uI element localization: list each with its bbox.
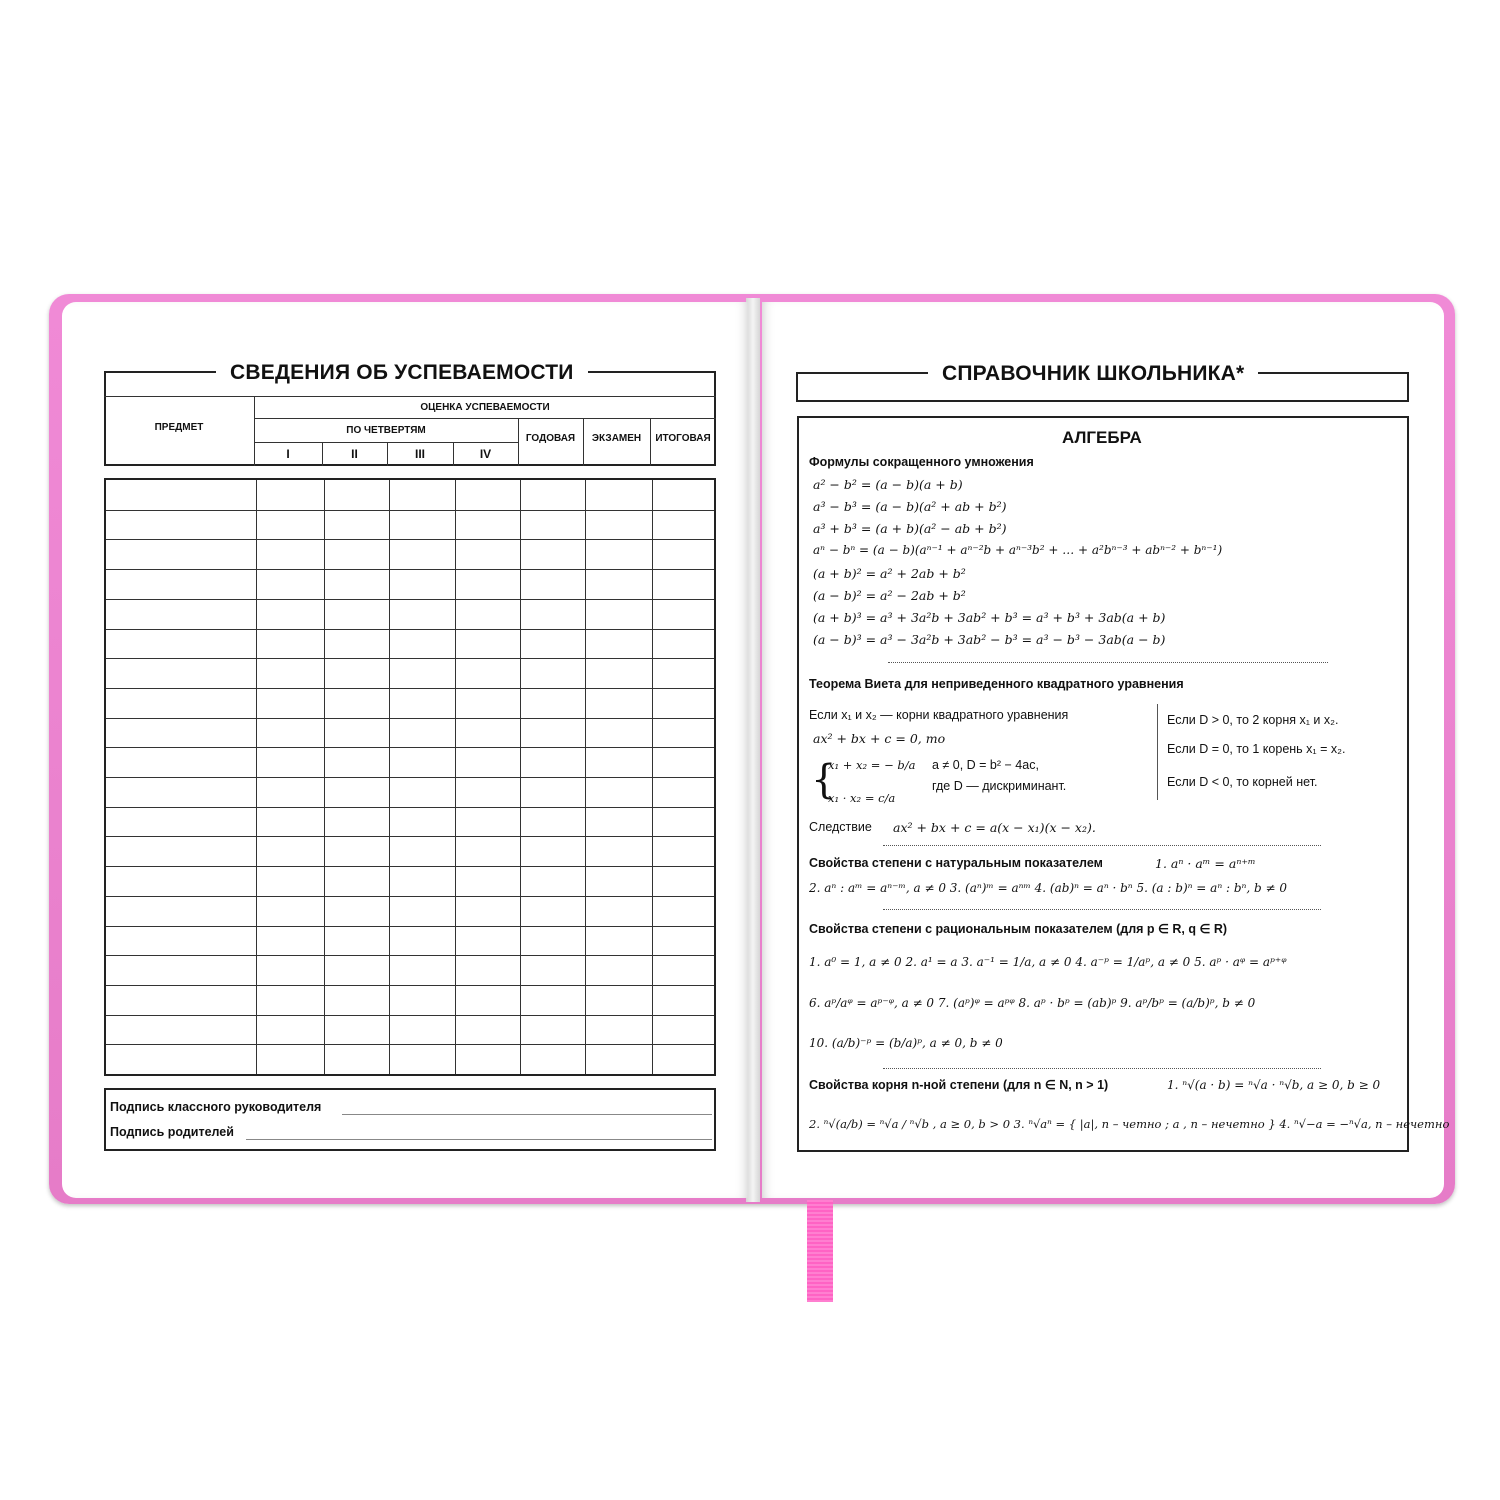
mult-formulas-heading: Формулы сокращенного умножения (809, 455, 1034, 469)
teacher-signature-label: Подпись классного руководителя (110, 1100, 322, 1114)
table-row-line (106, 985, 714, 986)
table-row-line (106, 955, 714, 956)
separator (883, 909, 1321, 910)
table-row-line (106, 569, 714, 570)
rational-row-3: 10. (a/b)⁻ᵖ = (b/a)ᵖ, a ≠ 0, b ≠ 0 (809, 1036, 1003, 1050)
quarters-header: ПО ЧЕТВЕРТЯМ (346, 425, 426, 436)
quarter-1-header: I (286, 447, 290, 461)
vieta-case-3: Если D < 0, то корней нет. (1167, 775, 1318, 789)
table-row-line (106, 747, 714, 748)
vieta-sum: x₁ + x₂ = − b/a (828, 758, 916, 772)
table-row-line (106, 599, 714, 600)
formula-1: a² − b² = (a − b)(a + b) (813, 477, 963, 492)
formula-4: aⁿ − bⁿ = (a − b)(aⁿ⁻¹ + aⁿ⁻²b + aⁿ⁻³b² + … + a²bⁿ⁻³ + abⁿ⁻² + bⁿ⁻¹) (813, 543, 1223, 557)
table-row-line (106, 1015, 714, 1016)
corollary-formula: ax² + bx + c = a(x − x₁)(x − x₂). (893, 820, 1096, 835)
signature-box (104, 1088, 716, 1151)
vieta-heading: Теорема Виета для неприведенного квадратного уравнения (809, 677, 1184, 691)
table-row-line (106, 718, 714, 719)
header-divider (254, 418, 716, 419)
reference-title: СПРАВОЧНИК ШКОЛЬНИКА* (928, 362, 1258, 386)
root-1: 1. ⁿ√(a · b) = ⁿ√a · ⁿ√b, a ≥ 0, b ≥ 0 (1167, 1078, 1381, 1092)
grades-header: ОЦЕНКА УСПЕВАЕМОСТИ (420, 402, 550, 413)
table-row-line (106, 926, 714, 927)
subject-header: ПРЕДМЕТ (154, 422, 204, 433)
parents-signature-label: Подпись родителей (110, 1125, 234, 1139)
formula-2: a³ − b³ = (a − b)(a² + ab + b²) (813, 499, 1007, 514)
formula-6: (a − b)² = a² − 2ab + b² (813, 588, 966, 603)
quarter-4-header: IV (479, 447, 492, 461)
separator (883, 845, 1321, 846)
table-row-line (106, 629, 714, 630)
header-divider (254, 442, 518, 443)
parents-signature-line[interactable] (246, 1139, 712, 1140)
grades-title: СВЕДЕНИЯ ОБ УСПЕВАЕМОСТИ (216, 361, 588, 385)
vieta-condition: a ≠ 0, D = b² − 4ac, (932, 758, 1039, 772)
vieta-product: x₁ · x₂ = c/a (828, 791, 896, 805)
formula-7: (a + b)³ = a³ + 3a²b + 3ab² + b³ = a³ + b³ + 3ab(a + b) (813, 610, 1166, 625)
natural-row: 2. aⁿ : aᵐ = aⁿ⁻ᵐ, a ≠ 0 3. (aⁿ)ᵐ = aⁿᵐ 4. (ab)ⁿ = aⁿ · bⁿ 5. (a : b)ⁿ = aⁿ : bⁿ, b ≠ 0 (809, 881, 1288, 895)
quarter-3-header: III (414, 447, 425, 461)
table-row-line (106, 866, 714, 867)
algebra-heading: АЛГЕБРА (1062, 428, 1142, 447)
root-row: 2. ⁿ√(a/b) = ⁿ√a / ⁿ√b , a ≥ 0, b > 0 3. ⁿ√aⁿ = { |a|, n – четно ; a , n – нечетно } 4. ⁿ√−a = −ⁿ√a, n – нечетно (809, 1117, 1450, 1131)
root-heading: Свойства корня n-ной степени (для n ∈ N, n > 1) (809, 1078, 1109, 1092)
table-row-line (106, 777, 714, 778)
table-row-line (106, 688, 714, 689)
formula-5: (a + b)² = a² + 2ab + b² (813, 566, 966, 581)
final-header: ИТОГОВАЯ (655, 433, 711, 444)
formula-8: (a − b)³ = a³ − 3a²b + 3ab² − b³ = a³ − b³ − 3ab(a − b) (813, 632, 1166, 647)
table-row-line (106, 539, 714, 540)
table-row-line (106, 836, 714, 837)
vieta-brace: { (811, 757, 837, 803)
rational-row-1: 1. a⁰ = 1, a ≠ 0 2. a¹ = a 3. a⁻¹ = 1/a, a ≠ 0 4. a⁻ᵖ = 1/aᵖ, a ≠ 0 5. aᵖ · aᵠ = aᵖ⁺ᵠ (809, 955, 1287, 969)
vieta-divider (1157, 704, 1158, 800)
table-row-line (106, 1044, 714, 1045)
table-row-line (106, 658, 714, 659)
teacher-signature-line[interactable] (342, 1114, 712, 1115)
spine-gutter (746, 298, 760, 1202)
rational-heading: Свойства степени с рациональным показателем (для p ∈ R, q ∈ R) (809, 922, 1228, 936)
separator (888, 662, 1328, 663)
table-row-line (106, 896, 714, 897)
bookmark-ribbon[interactable] (807, 1200, 833, 1302)
quarter-2-header: II (351, 447, 358, 461)
annual-header: ГОДОВАЯ (525, 433, 576, 444)
natural-heading: Свойства степени с натуральным показателем (809, 856, 1103, 870)
separator (883, 1068, 1321, 1069)
grades-table (104, 478, 716, 1076)
table-row-line (106, 807, 714, 808)
vieta-if: Если x₁ и x₂ — корни квадратного уравнения (809, 708, 1069, 722)
natural-1: 1. aⁿ · aᵐ = aⁿ⁺ᵐ (1155, 856, 1256, 871)
vieta-discriminant: где D — дискриминант. (932, 779, 1067, 793)
corollary-label: Следствие (809, 820, 872, 834)
formula-3: a³ + b³ = (a + b)(a² − ab + b²) (813, 521, 1007, 536)
vieta-case-1: Если D > 0, то 2 корня x₁ и x₂. (1167, 713, 1339, 727)
vieta-equation: ax² + bx + c = 0, то (813, 731, 946, 746)
rational-row-2: 6. aᵖ/aᵠ = aᵖ⁻ᵠ, a ≠ 0 7. (aᵖ)ᵠ = aᵖᵠ 8. aᵖ · bᵖ = (ab)ᵖ 9. aᵖ/bᵖ = (a/b)ᵖ, b ≠ 0 (809, 996, 1256, 1010)
vieta-case-2: Если D = 0, то 1 корень x₁ = x₂. (1167, 742, 1346, 756)
exam-header: ЭКЗАМЕН (591, 433, 642, 444)
table-row-line (106, 510, 714, 511)
header-divider (104, 396, 716, 397)
